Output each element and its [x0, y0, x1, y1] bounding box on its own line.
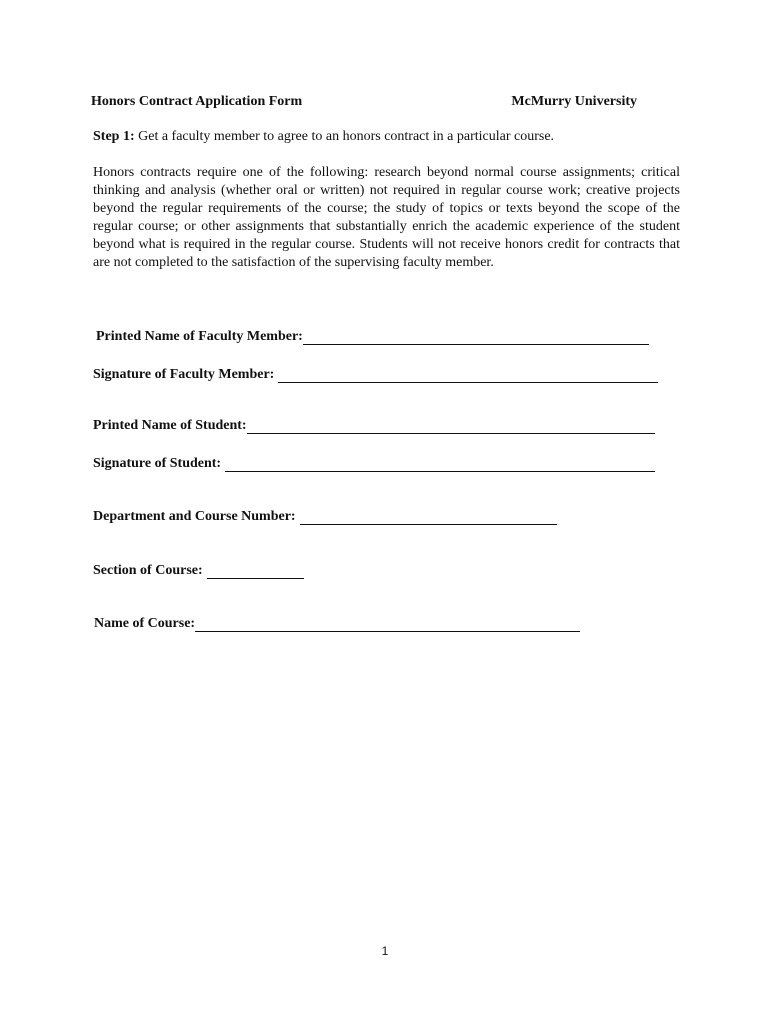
student-signature-label: Signature of Student:: [93, 456, 222, 471]
section-of-course-input-line[interactable]: [207, 564, 304, 579]
step-1-text: Get a faculty member to agree to an honors contract in a particular course.: [134, 129, 555, 144]
faculty-signature-label: Signature of Faculty Member:: [93, 367, 275, 382]
step-1-instruction: [93, 129, 554, 145]
name-of-course-field: [94, 614, 580, 632]
faculty-signature-field: [93, 365, 658, 383]
form-title: Honors Contract Application Form: [91, 94, 303, 109]
page-number: 1: [381, 944, 389, 958]
document-header: [91, 94, 637, 114]
student-signature-input-line[interactable]: [225, 457, 655, 472]
faculty-printed-name-label: Printed Name of Faculty Member:: [96, 329, 303, 344]
faculty-printed-name-field: [96, 327, 649, 345]
department-course-number-input-line[interactable]: [300, 510, 557, 525]
student-printed-name-input-line[interactable]: [247, 419, 655, 434]
step-1-label: Step 1:: [93, 129, 135, 144]
institution-name: McMurry University: [511, 94, 637, 109]
department-course-number-label: Department and Course Number:: [93, 509, 296, 524]
faculty-printed-name-input-line[interactable]: [303, 330, 649, 345]
student-printed-name-field: [93, 416, 655, 434]
department-course-number-field: [93, 507, 557, 525]
honors-requirements-paragraph: Honors contracts require one of the following: research beyond normal course assignments; critical thinking and analysis (whether oral or written) not required in regular course work; creative projects beyond the regular requirements of the course; the study of topics or texts beyond the scope of the regular course; or other assignments that substantially enrich the academic experience of the student beyond what is required in the regular course. Students will not receive honors credit for contracts that are not completed to the satisfaction of the supervising faculty member.: [93, 165, 680, 270]
section-of-course-field: [93, 561, 304, 579]
section-of-course-label: Section of Course:: [93, 563, 203, 578]
name-of-course-input-line[interactable]: [195, 617, 580, 632]
name-of-course-label: Name of Course:: [94, 616, 196, 631]
faculty-signature-input-line[interactable]: [278, 368, 658, 383]
student-signature-field: [93, 454, 655, 472]
student-printed-name-label: Printed Name of Student:: [93, 418, 247, 433]
